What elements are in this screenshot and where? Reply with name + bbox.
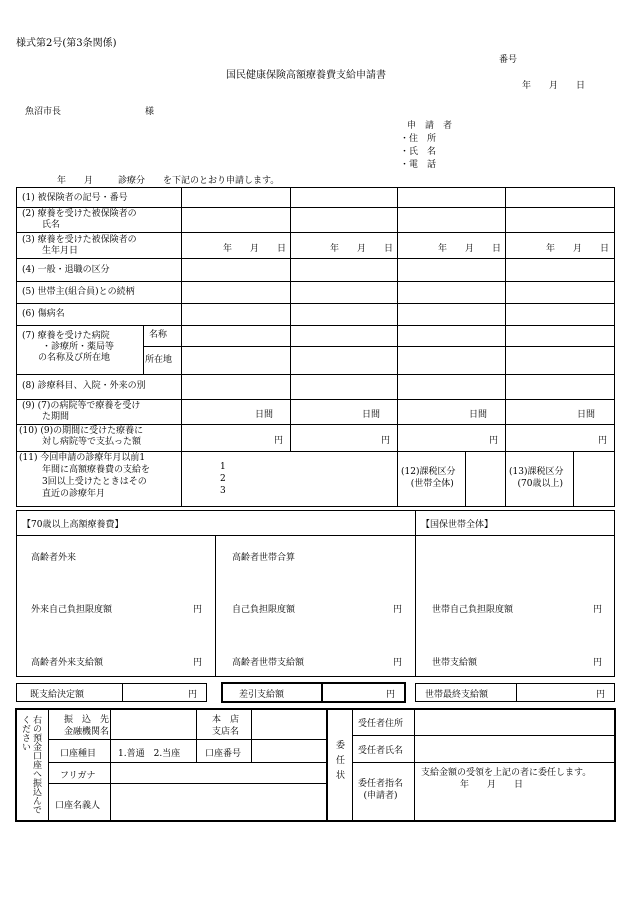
account-number-label: 口座番号 <box>205 749 242 759</box>
self-limit-yen: 円 <box>393 605 403 615</box>
tax-category-70plus: (13)課税区分 (70歳以上) <box>509 467 564 489</box>
birth-date-1: 年 月 日 <box>223 244 287 254</box>
honorific: 様 <box>145 107 155 117</box>
household-elderly-payment-label: 高齢者世帯支給額 <box>232 658 305 668</box>
outpatient-payment-yen: 円 <box>193 658 203 668</box>
difference-amount-yen: 円 <box>386 690 396 700</box>
delegation-statement: 支給金額の受領を上記の者に委任します。 <box>421 768 592 778</box>
row-8-label: (8) 診療科目、入院・外来の別 <box>22 381 146 391</box>
birth-date-4: 年 月 日 <box>546 244 610 254</box>
bank-side-label: 右の預金口座へ振込んでください <box>20 715 41 814</box>
period-1: 日間 <box>255 410 274 420</box>
high-cost-left-title: 【70歳以上高額療養費】 <box>22 520 124 530</box>
row-2-label: (2) 療養を受けた被保険者の 氏名 <box>22 209 137 230</box>
delegate-name-label: 受任者氏名 <box>358 746 404 756</box>
row-3-label: (3) 療養を受けた被保険者の 生年月日 <box>22 235 137 256</box>
applicant-address-label: ・住 所 <box>400 134 437 144</box>
paid-2: 円 <box>381 436 391 446</box>
household-limit-yen: 円 <box>593 605 603 615</box>
addressee: 魚沼市長 <box>25 107 62 117</box>
household-payment-label: 世帯支給額 <box>432 658 478 668</box>
header-date: 年 月 日 <box>522 81 586 91</box>
paid-1: 円 <box>274 436 284 446</box>
row-1-label: (1) 被保険者の記号・番号 <box>22 193 128 203</box>
final-amount-yen: 円 <box>596 690 606 700</box>
household-elderly-payment-yen: 円 <box>393 658 403 668</box>
decided-amount-label: 既支給決定額 <box>30 690 85 700</box>
furigana-label: フリガナ <box>60 771 96 781</box>
delegate-address-label: 受任者住所 <box>358 719 404 729</box>
row-7-label: (7) 療養を受けた病院 ・診療所・薬局等 の名称及び所在地 <box>22 331 115 363</box>
applicant-label: 申 請 者 <box>407 121 453 131</box>
household-payment-yen: 円 <box>593 658 603 668</box>
household-limit-label: 世帯自己負担限度額 <box>432 605 514 615</box>
period-3: 日間 <box>469 410 488 420</box>
elderly-outpatient-head: 高齢者外来 <box>31 553 77 563</box>
previous-months-list: 1 2 3 <box>220 462 226 496</box>
period-4: 日間 <box>577 410 596 420</box>
branch-label: 本 店 支店名 <box>212 715 240 737</box>
outpatient-payment-label: 高齢者外来支給額 <box>31 658 104 668</box>
delegation-side-label: 委任状 <box>334 740 344 785</box>
applicant-name-label: ・氏 名 <box>400 147 437 157</box>
hospital-location-label: 所在地 <box>145 355 173 365</box>
hospital-name-label: 名称 <box>149 330 168 340</box>
applicant-phone-label: ・電 話 <box>400 160 437 170</box>
decided-amount-yen: 円 <box>188 690 198 700</box>
tax-category-household: (12)課税区分 (世帯全体) <box>401 467 456 489</box>
outpatient-limit-label: 外来自己負担限度額 <box>31 605 113 615</box>
row-5-label: (5) 世帯主(組合員)との続柄 <box>22 287 135 297</box>
final-amount-label: 世帯最終支給額 <box>425 690 489 700</box>
account-type-value: 1.普通 2.当座 <box>118 749 181 759</box>
delegator-label: 委任者指名 (申請者) <box>358 779 404 801</box>
elderly-household-head: 高齢者世帯合算 <box>232 553 296 563</box>
period-2: 日間 <box>362 410 381 420</box>
row-10-label: (10) (9)の期間に受けた療養に 対し病院等で支払った額 <box>19 426 144 447</box>
self-limit-label: 自己負担限度額 <box>232 605 296 615</box>
paid-3: 円 <box>489 436 499 446</box>
difference-amount-label: 差引支給額 <box>239 690 285 700</box>
intro-text: 診療分 を下記のとおり申請します。 <box>118 176 280 186</box>
row-9-label: (9) (7)の病院等で療養を受け た期間 <box>22 401 141 422</box>
account-type-label: 口座種目 <box>60 749 97 759</box>
high-cost-right-title: 【国保世帯全体】 <box>421 520 494 530</box>
outpatient-limit-yen: 円 <box>193 605 203 615</box>
delegation-date: 年 月 日 <box>460 780 524 790</box>
paid-4: 円 <box>598 436 608 446</box>
birth-date-2: 年 月 日 <box>330 244 394 254</box>
page-title: 国民健康保険高額療養費支給申請書 <box>226 70 386 81</box>
number-label: 番号 <box>499 55 518 65</box>
bank-name-label: 振 込 先 金融機関名 <box>64 715 110 737</box>
row-11-label: (11) 今回申請の診療年月以前1 年間に高額療養費の支給を 3回以上受けたときはその 直近の診療年月 <box>19 453 151 499</box>
account-holder-label: 口座名義人 <box>55 801 101 811</box>
intro-month: 年 月 <box>57 176 94 186</box>
birth-date-3: 年 月 日 <box>438 244 502 254</box>
row-6-label: (6) 傷病名 <box>22 309 65 319</box>
row-4-label: (4) 一般・退職の区分 <box>22 265 110 275</box>
form-number: 様式第2号(第3条関係) <box>16 38 117 49</box>
